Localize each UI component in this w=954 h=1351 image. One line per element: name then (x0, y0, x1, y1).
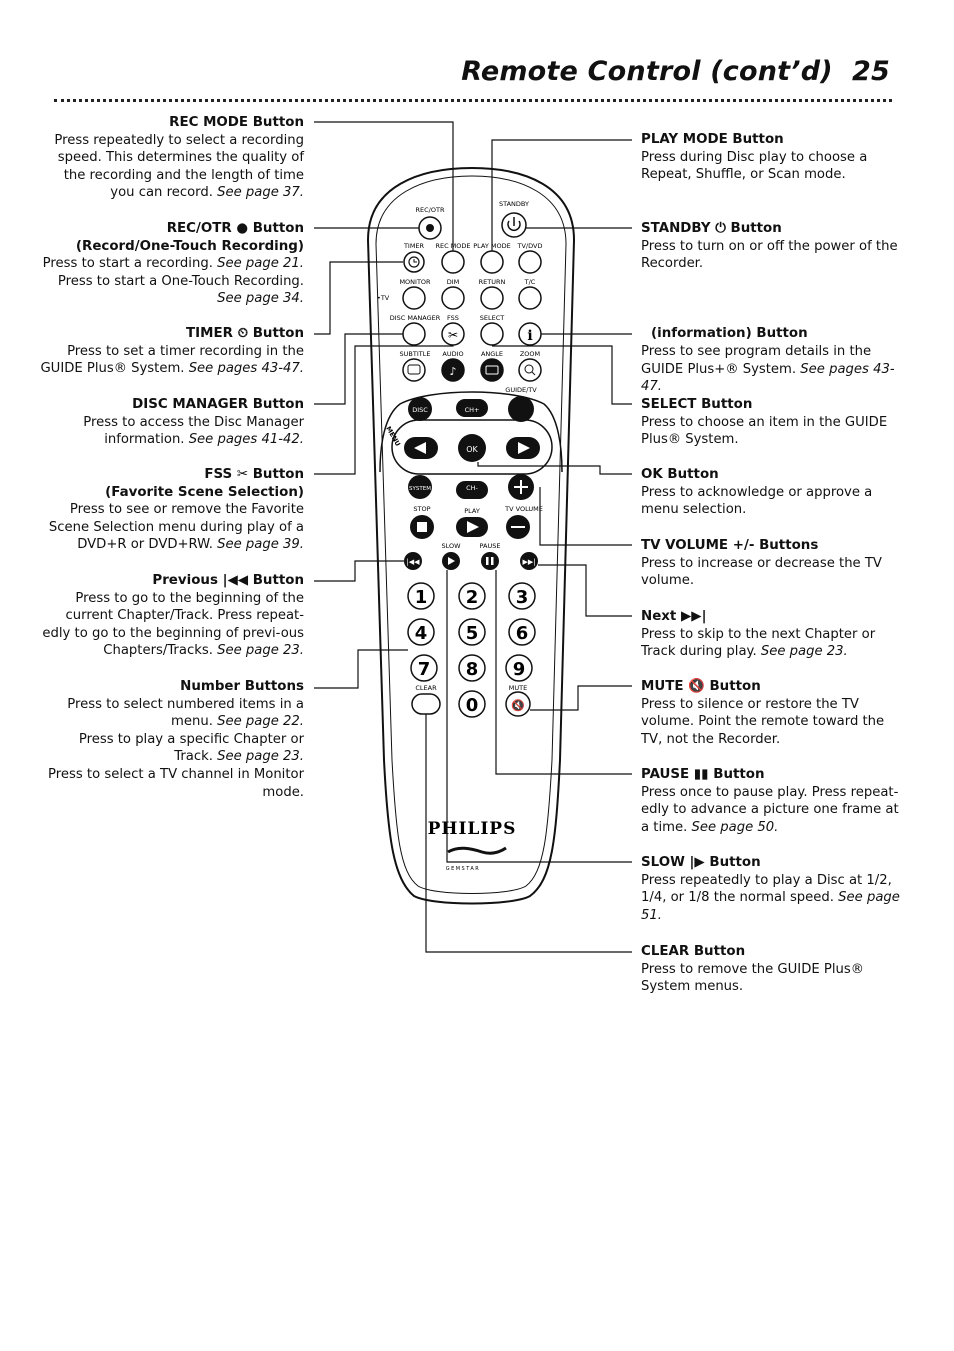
callout-title: (information) Button (651, 326, 808, 341)
callout-text: Press to turn on or off the power of the Recorder. (641, 238, 898, 272)
callout-text: Press to start a recording. See page 21. Press to start a One-Touch Recording. See page 34. (42, 256, 304, 307)
label-timer: TIMER (403, 242, 425, 250)
audio-icon: ♪ (449, 365, 457, 378)
label-audio: AUDIO (442, 350, 464, 358)
label-tc: T/C (524, 278, 536, 286)
dim-button[interactable] (442, 287, 464, 309)
label-clear: CLEAR (415, 684, 437, 692)
callout-text: Press during Disc play to choose a Repeat, Shuffle, or Scan mode. (641, 149, 868, 183)
digit-9-label: 9 (512, 659, 526, 680)
digit-3-label: 3 (515, 587, 529, 608)
label-tv-volume: TV VOLUME (505, 505, 543, 513)
tc-button[interactable] (519, 287, 541, 309)
select-button[interactable] (481, 323, 503, 345)
label-angle: ANGLE (480, 350, 504, 358)
callout-subtitle: (Record/One-Touch Recording) (75, 238, 304, 254)
callout-text: Press to silence or restore the TV volume. Point the remote toward the TV, not the Recorder. (641, 696, 885, 747)
label-tv-indicator: •TV (377, 294, 390, 302)
scissors-icon: ✂ (447, 328, 459, 342)
callout-text: Press to remove the GUIDE Plus® System menus. (641, 961, 864, 995)
subtitle-button[interactable] (403, 359, 425, 381)
label-guide-tv: GUIDE/TV (505, 386, 537, 394)
pause-icon-bar-left (486, 557, 489, 565)
pause-button[interactable] (481, 552, 499, 570)
callout-text: Press to increase or decrease the TV volume. (641, 555, 882, 589)
next-icon: ▶▶| (522, 558, 536, 566)
label-ch-plus: CH+ (464, 406, 480, 414)
label-subtitle: SUBTITLE (399, 350, 431, 358)
callout-text: Press to skip to the next Chapter or Track during play. See page 23. (641, 626, 876, 660)
callout-title: SLOW |▶ Button (641, 855, 761, 870)
stop-icon (417, 522, 427, 532)
label-disc-manager: DISC MANAGER (389, 314, 441, 322)
digit-1-label: 1 (414, 587, 428, 608)
tv-dvd-button[interactable] (519, 251, 541, 273)
callout-title: STANDBY ⏻ Button (641, 221, 782, 236)
callout-title: PAUSE ▮▮ Button (641, 767, 765, 782)
play-mode-button[interactable] (481, 251, 503, 273)
label-rec-otr: REC/OTR (415, 206, 445, 214)
mute-icon: 🔇 (511, 699, 525, 712)
callout-text: Press to select numbered items in a menu. See page 22. (67, 696, 304, 730)
label-play: PLAY (464, 507, 480, 515)
label-tv-dvd: TV/DVD (517, 242, 543, 250)
callout-title: CLEAR Button (641, 944, 746, 959)
label-menu: MENU (384, 425, 403, 448)
guide-plus-logo-text: GEMSTAR (445, 866, 481, 872)
zoom-button[interactable] (519, 359, 541, 381)
callout-title: REC MODE Button (169, 115, 304, 130)
label-play-mode: PLAY MODE (473, 242, 511, 250)
record-dot-icon (426, 224, 434, 232)
page-title-text: Remote Control (cont’d) (461, 56, 833, 87)
digit-6-label: 6 (515, 623, 529, 644)
callout-title: FSS ✂ Button (204, 467, 304, 482)
callout-text: Press to set a timer recording in the GUIDE Plus® System. See pages 43-47. (40, 343, 304, 377)
callout-title: REC/OTR ● Button (166, 221, 304, 236)
label-return: RETURN (478, 278, 506, 286)
disc-manager-button[interactable] (403, 323, 425, 345)
label-monitor: MONITOR (399, 278, 431, 286)
label-mute: MUTE (508, 684, 528, 692)
digit-0-label: 0 (465, 695, 479, 716)
callout-title: DISC MANAGER Button (132, 397, 304, 412)
info-icon: i (527, 328, 533, 344)
callout-text: Press to play a specific Chapter or Track. See page 23. (78, 731, 304, 765)
label-slow: SLOW (441, 542, 461, 550)
label-rec-mode: REC MODE (435, 242, 471, 250)
previous-icon: |◀◀ (406, 558, 420, 566)
callout-text: Press once to pause play. Press repeat-edly to advance a picture one frame at a time. See page 50. (641, 784, 899, 835)
page-number: 25 (852, 56, 890, 87)
label-fss: FSS (447, 314, 459, 322)
callout-text: Press to acknowledge or approve a menu selection. (641, 484, 873, 518)
label-ch-minus: CH- (466, 484, 478, 492)
label-zoom: ZOOM (519, 350, 541, 358)
callout-text: Press to see program details in the GUIDE Plus+® System. See pages 43-47. (641, 344, 895, 395)
label-select: SELECT (479, 314, 505, 322)
return-button[interactable] (481, 287, 503, 309)
label-standby: STANDBY (499, 200, 529, 208)
digit-5-label: 5 (465, 623, 479, 644)
callout-title: SELECT Button (641, 397, 753, 412)
digit-2-label: 2 (465, 587, 479, 608)
callout-title: MUTE 🔇 Button (641, 679, 761, 694)
label-system: SYSTEM (409, 486, 431, 492)
pause-icon-bar-right (491, 557, 494, 565)
callout-text: Press to see or remove the Favorite Scene Selection menu during play of a DVD+R or DVD+RW. See page 39. (48, 502, 304, 553)
callout-title: TV VOLUME +/- Buttons (641, 538, 819, 553)
callout-text: Press repeatedly to select a recording speed. This determines the quality of the recording and the length of time you can record. See page 37. (54, 132, 304, 201)
label-dim: DIM (446, 278, 460, 286)
philips-logo: PHILIPS (427, 819, 517, 839)
digit-4-label: 4 (414, 623, 428, 644)
callout-title: Previous |◀◀ Button (152, 573, 304, 588)
monitor-button[interactable] (403, 287, 425, 309)
callout-text: Press to go to the beginning of the current Chapter/Track. Press repeat-edly to go to the beginning of previ-ous Chapters/Tracks. See page 23. (42, 590, 304, 659)
rec-mode-button[interactable] (442, 251, 464, 273)
callout-subtitle: (Favorite Scene Selection) (105, 484, 304, 500)
label-stop: STOP (413, 505, 431, 513)
callout-title: OK Button (641, 467, 719, 482)
label-disc: DISC (412, 406, 428, 414)
label-pause: PAUSE (479, 542, 501, 550)
callout-title: TIMER ⏲ Button (186, 326, 304, 341)
callout-title: Number Buttons (180, 679, 304, 694)
callout-title: PLAY MODE Button (641, 132, 784, 147)
callout-text: Press to choose an item in the GUIDE Plus® System. (641, 414, 888, 448)
guide-tv-button[interactable] (508, 396, 534, 422)
digit-8-label: 8 (465, 659, 479, 680)
label-ok: OK (466, 445, 478, 454)
angle-button[interactable] (481, 359, 503, 381)
callout-text: Press repeatedly to play a Disc at 1/2, 1/4, or 1/8 the normal speed. See page 51. (641, 872, 900, 923)
callout-text: Press to access the Disc Manager information. See pages 41-42. (83, 414, 304, 448)
clear-button[interactable] (412, 694, 440, 714)
callout-text: Press to select a TV channel in Monitor mode. (48, 766, 304, 800)
digit-7-label: 7 (417, 659, 431, 680)
callout-title: Next ▶▶| (641, 609, 707, 624)
